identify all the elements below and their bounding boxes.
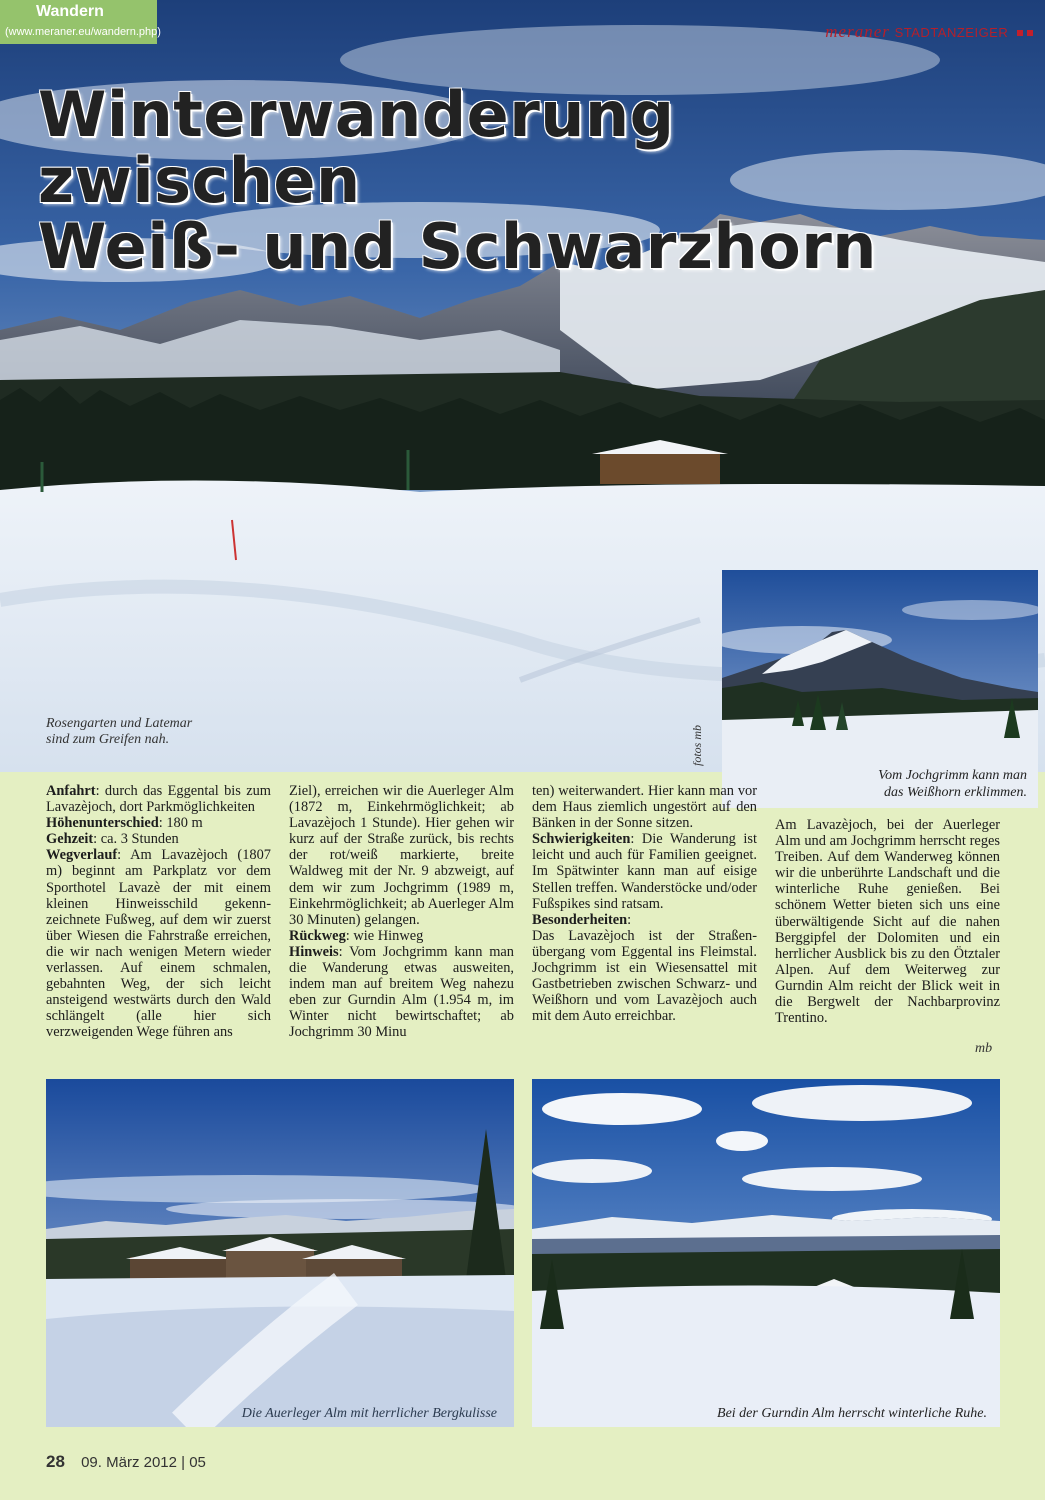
photo-auerleger-alm xyxy=(46,1079,514,1427)
text-anfahrt: : durch das Eggental bis zum Lavazèjoch, dort Parkmöglichkeiten xyxy=(46,783,271,816)
photo-credit: fotos mb xyxy=(690,724,704,766)
label-hinweis: Hinweis xyxy=(289,943,339,960)
photo-caption-auerleger: Die Auerleger Alm mit herrlicher Bergkulisse xyxy=(241,1406,497,1421)
label-hoehe: Höhenunterschied xyxy=(46,815,159,832)
label-schwierigkeiten: Schwierigkeiten xyxy=(532,831,631,848)
text-besonderheiten-colon: : xyxy=(627,911,632,928)
article-column-3 xyxy=(532,783,757,1024)
section-url: (www.meraner.eu/wandern.php) xyxy=(5,26,161,38)
hero-caption-line: Rosengarten und Latemar xyxy=(46,716,193,731)
text-gehzeit: : ca. 3 Stunden xyxy=(93,831,179,848)
text-hoehe: : 180 m xyxy=(158,815,203,832)
author-signature: mb xyxy=(975,1041,993,1056)
brand-square-icon xyxy=(1017,30,1023,36)
page-footer xyxy=(46,1452,206,1472)
inset-caption-line: Vom Jochgrimm kann man xyxy=(878,768,1027,783)
inset-caption-line: das Weißhorn erklimmen. xyxy=(884,785,1027,800)
text-besonderheiten: Das Lavazèjoch ist der Straßenübergang vom Eggental ins Fleimstal. Jochgrimm ist ein Wiesensattel mit Gastbetrieben zwischen Schwarz- und Weißhorn und vom Lavazèjoch auch mit dem Auto erreichbar. xyxy=(532,927,757,1025)
text-rueckweg: : wie Hinweg xyxy=(345,927,424,944)
label-gehzeit: Gehzeit xyxy=(46,831,94,848)
inset-caption xyxy=(760,767,1027,801)
article-column-4: Am Lavazèjoch, bei der Auerleger Alm und am Jochgrimm herrscht reges Treiben. Auf dem Wanderweg können wir die unberührte Landschaft und die winterliche Ruhe genießen. Bei schönem Wetter bieten sich uns eine überwältigende Sicht auf die nahen Berggipfel der Dolomiten und ein herrlicher Ausblick bis zu den Ötztaler Alpen. Auf dem Weiterweg zur Gurndin Alm reicht der Blick weit in die Bergwelt der Nachbarprovinz Trentino. xyxy=(775,817,1000,1027)
publication-logo xyxy=(825,22,1033,42)
text-wegverlauf: : Am Lavazèjoch (1807 m) beginnt am Parkplatz vor dem Sporthotel Lavazè der mit einem kleinen Hinweisschild gekennzeichnete Fußweg, auf dem wir zuerst über Wiesen die Fahrstraße erreichen, die wir nach wenigen Metern wieder verlassen. Auf einem schmalen, gebahnten Weg, der sich leicht ansteigend westwärts durch den Wald schlängelt (alle hier sich verzweigenden Wege führen ans xyxy=(46,847,271,1041)
text-hinweis: : Vom Jochgrimm kann man die Wanderung etwas ausweiten, indem man auf breitem Weg nahezu eben zur Gurndin Alm (1.954 m, im Winter nicht bewirtschaftet; ab Jochgrimm 30 Minu xyxy=(289,943,514,1041)
brand-second: STADTANZEIGER xyxy=(894,25,1009,40)
label-wegverlauf: Wegverlauf xyxy=(46,847,118,864)
text-hinweis-cont: ten) weiterwandert. Hier kann man vor dem Haus ziemlich ungestört auf den Bänken in der Sonne sitzen. xyxy=(532,783,757,832)
photo-caption-gurndin: Bei der Gurndin Alm herrscht winterliche Ruhe. xyxy=(717,1406,987,1421)
article-column-2 xyxy=(289,783,514,1041)
article-headline xyxy=(38,78,938,283)
hero-caption xyxy=(46,716,192,748)
brand-square-icon xyxy=(1027,30,1033,36)
section-tag xyxy=(0,0,161,44)
headline-line-1: Winterwanderung zwischen xyxy=(38,78,675,217)
text-schwierigkeiten: : Die Wanderung ist leicht und auch für Familien geeignet. Im Spätwinter kann man auf eisige Stellen treffen. Wanderstöcke und/oder Fußspikes sind ratsam. xyxy=(532,831,757,912)
issue-date: 09. März 2012 | 05 xyxy=(81,1454,206,1471)
label-anfahrt: Anfahrt xyxy=(46,783,96,799)
headline-line-2: Weiß- und Schwarzhorn xyxy=(38,210,877,283)
label-rueckweg: Rückweg xyxy=(289,927,346,944)
text-wegverlauf-cont: Ziel), erreichen wir die Auerleger Alm (1872 m, Einkehrmöglichkeit; ab Lavazèjoch 1 Stunde). Hier gehen wir kurz auf der Straße zurück, bis rechts der rot/weiß markierte, breite Waldweg mit der Nr. 9 abzweigt, auf dem wir zum Jochgrimm (1989 m, Einkehrmöglichkeit; ab Auerleger Alm 30 Minuten) gelangen. xyxy=(289,783,514,928)
brand-first: meraner xyxy=(825,22,890,41)
section-title: Wandern xyxy=(36,3,104,20)
article-column-1 xyxy=(46,783,271,1041)
photo-gurndin-alm xyxy=(532,1079,1000,1427)
hero-caption-line: sind zum Greifen nah. xyxy=(46,732,170,747)
label-besonderheiten: Besonderheiten xyxy=(532,911,628,928)
page-number: 28 xyxy=(46,1452,65,1471)
